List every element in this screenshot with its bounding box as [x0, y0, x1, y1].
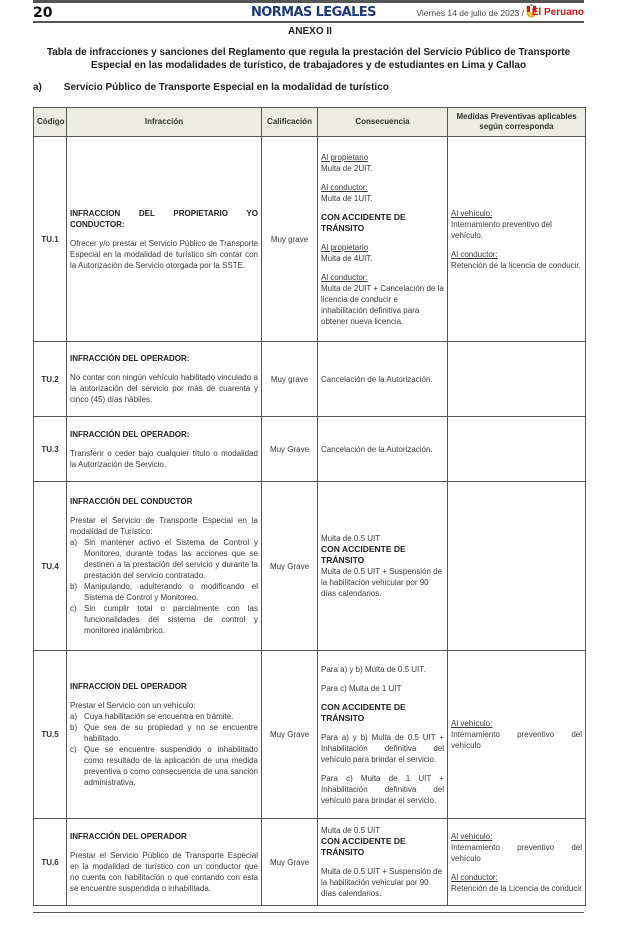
row-infraction	[67, 819, 262, 906]
column-header-rating: Calificación	[262, 108, 318, 137]
row-preventive-measures	[448, 482, 586, 651]
consequence-text: Cancelación de la Autorización.	[321, 444, 433, 454]
vehicle-label: Al vehículo:	[451, 719, 493, 728]
accident-text: Multa de 0.5 UIT + Suspensión de la habilitación vehicular por 90 días calendarios.	[321, 867, 443, 898]
driver-measure: Retención de la licencia de conducir.	[451, 260, 581, 270]
vehicle-measure: Internamiento preventivo del vehículo	[451, 842, 582, 863]
footer-rule	[33, 912, 584, 913]
vehicle-measure: Internamiento preventivo del vehículo.	[451, 219, 552, 240]
table-row	[34, 137, 586, 342]
infraction-text: Ofrecer y/o prestar el Servicio Público de Transporte Especial en la modalidad de turístico sin contar con la Autorización de Servicio otorgada por la SSTE.	[70, 238, 258, 270]
fine-text: Multa de 0.5 UIT	[321, 534, 381, 543]
infractions-table	[33, 107, 586, 906]
table-row	[34, 342, 586, 417]
infraction-item	[70, 537, 258, 581]
item-text: Que se encuentre suspendido o inhabilitado como resultado de la aplicación de una medida preventiva o como consecuencia de una sanción administrativa.	[84, 745, 258, 787]
row-code: TU.1	[34, 137, 67, 342]
row-infraction	[67, 417, 262, 482]
row-code: TU.5	[34, 651, 67, 819]
table-row	[34, 417, 586, 482]
item-text: Manipulando, adulterando o modificando el Sistema de Control y Monitoreo.	[84, 582, 258, 602]
row-rating: Muy grave	[262, 137, 318, 342]
infraction-items	[70, 711, 258, 788]
page-number: 20	[33, 5, 53, 21]
row-rating: Muy Grave	[262, 651, 318, 819]
consequence-text: Cancelación de la Autorización.	[321, 374, 433, 384]
accident-owner-fine: Multa de 4UIT.	[321, 253, 373, 263]
accident-label: CON ACCIDENTE DE TRÁNSITO	[321, 701, 406, 723]
driver-measure: Retención de la Licencia de conducir	[451, 883, 582, 893]
accident-owner-label: Al propietario	[321, 242, 369, 252]
item-text: Que sea de su propiedad y no se encuentre habilitado.	[84, 723, 258, 743]
row-infraction	[67, 137, 262, 342]
publication-date: Viernes 14 de julio de 2023 /	[416, 8, 524, 18]
masthead	[33, 4, 584, 22]
accident-c-text: Para c) Multa de 1 UIT + Inhabilitación definitiva del vehículo para brindar el servicio.	[321, 773, 444, 805]
item-text: Sin cumplir total o parcialmente con las funcionalidades del sistema de control y monitoreo inalámbrico.	[84, 604, 258, 635]
accident-label: CON ACCIDENTE DE TRÁNSITO	[321, 211, 406, 233]
fine-text: Multa de 0.5 UIT	[321, 826, 381, 835]
row-infraction	[67, 482, 262, 651]
row-infraction	[67, 651, 262, 819]
driver-label: Al conductor:	[451, 872, 498, 882]
infraction-heading: INFRACCION DEL OPERADOR	[70, 682, 187, 691]
row-rating: Muy Grave	[262, 417, 318, 482]
infraction-heading: INFRACCIÓN DEL OPERADOR:	[70, 354, 190, 363]
row-consequence	[318, 482, 448, 651]
accident-text: Multa de 0.5 UIT + Suspensión de la habilitación vehicular por 90 días calendarios.	[321, 567, 443, 598]
infraction-items	[70, 537, 258, 636]
accident-ab-text: Para a) y b) Multa de 0.5 UIT + Inhabilitación definitiva del vehículo para brindar el servicio.	[321, 732, 444, 764]
row-code: TU.4	[34, 482, 67, 651]
item-marker: b)	[70, 582, 78, 591]
item-text: Sin mantener activo el Sistema de Control y Monitoreo, durante todas las acciones que se destinen a la prestación del servicio y durante la prestación del servicio contratado.	[84, 538, 258, 580]
column-header-code: Código	[34, 108, 67, 137]
row-consequence	[318, 137, 448, 342]
accident-driver-fine: Multa de 2UIT + Cancelación de la licencia de conducir e inhabilitación definitiva para obtener nueva licencia.	[321, 283, 444, 326]
infraction-item	[70, 581, 258, 603]
infraction-heading: INFRACCION DEL PROPIETARIO YO CONDUCTOR:	[70, 208, 258, 229]
masthead-rule	[33, 21, 584, 23]
row-preventive-measures	[448, 342, 586, 417]
row-consequence	[318, 819, 448, 906]
item-marker: a)	[70, 538, 78, 547]
vehicle-label: Al vehículo:	[451, 831, 493, 841]
column-header-infraction: Infracción	[67, 108, 262, 137]
row-code: TU.6	[34, 819, 67, 906]
item-marker: b)	[70, 723, 78, 732]
row-preventive-measures	[448, 417, 586, 482]
row-rating: Muy Grave	[262, 482, 318, 651]
publication-name: NORMAS LEGALES	[251, 5, 376, 20]
row-rating: Muy Grave	[262, 819, 318, 906]
item-marker: a)	[70, 712, 78, 721]
row-preventive-measures	[448, 651, 586, 819]
row-preventive-measures	[448, 819, 586, 906]
column-header-preventive-measures: Medidas Preventivas aplicables según corresponda	[448, 108, 586, 137]
infraction-text: Transferir o ceder bajo cualquier título o modalidad la Autorización de Servicio.	[70, 448, 258, 469]
infraction-item	[70, 711, 258, 722]
table-row	[34, 651, 586, 819]
infraction-heading: INFRACCIÓN DEL CONDUCTOR	[70, 497, 193, 506]
infraction-text: Prestar el Servicio Público de Transporte Especial en la modalidad de turístico con un conductor que no cuenta con habilitación o que contando con esta se encuentre suspendida o inhabilitada.	[70, 850, 258, 893]
driver-label: Al conductor:	[321, 182, 368, 192]
driver-label: Al conductor:	[451, 249, 498, 259]
vehicle-label: Al vehículo:	[451, 208, 493, 218]
row-infraction	[67, 342, 262, 417]
table-row	[34, 819, 586, 906]
row-consequence	[318, 417, 448, 482]
section-heading	[33, 82, 389, 93]
ab-fine: Para a) y b) Multa de 0.5 UIT.	[321, 664, 426, 674]
section-title: Servicio Público de Transporte Especial en la modalidad de turístico	[63, 82, 389, 93]
annex-title: ANEXO II	[288, 26, 332, 37]
driver-fine: Multa de 1UIT.	[321, 193, 373, 203]
infraction-heading: INFRACCIÓN DEL OPERADOR	[70, 831, 187, 841]
infraction-item	[70, 603, 258, 636]
infraction-item	[70, 722, 258, 744]
infraction-text: Prestar el Servicio con un vehículo:	[70, 701, 196, 710]
row-consequence	[318, 651, 448, 819]
c-fine: Para c) Multa de 1 UIT	[321, 683, 402, 693]
document-title: Tabla de infracciones y sanciones del Reglamento que regula la prestación del Servicio Público de Transporte Especial en las modalidades de turístico, de trabajadores y de estudiantes en Lima y Callao	[46, 47, 571, 71]
top-rule	[33, 0, 584, 3]
owner-label: Al propietario	[321, 152, 369, 162]
accident-driver-label: Al conductor:	[321, 272, 368, 282]
section-label: a)	[33, 82, 42, 93]
infraction-item	[70, 744, 258, 788]
item-marker: c)	[70, 745, 77, 754]
owner-fine: Multa de 2UIT.	[321, 163, 373, 173]
row-code: TU.3	[34, 417, 67, 482]
accident-label: CON ACCIDENTE DE TRÁNSITO	[321, 544, 406, 565]
row-code: TU.2	[34, 342, 67, 417]
vehicle-measure: Internamiento preventivo del vehículo	[451, 730, 582, 750]
item-marker: c)	[70, 604, 77, 613]
row-consequence	[318, 342, 448, 417]
infraction-heading: INFRACCIÓN DEL OPERADOR:	[70, 429, 190, 439]
row-rating: Muy grave	[262, 342, 318, 417]
accident-label: CON ACCIDENTE DE TRÁNSITO	[321, 836, 406, 857]
table-header-row	[34, 108, 586, 137]
brand-name: El Peruano	[531, 7, 584, 18]
row-preventive-measures	[448, 137, 586, 342]
table-row	[34, 482, 586, 651]
item-text: Cuya habilitación se encuentra en trámite.	[84, 712, 234, 721]
infraction-text: No contar con ningún vehículo habilitado vinculado a la autorización del servicio por más de cuarenta y cinco (45) días hábiles.	[70, 373, 258, 404]
column-header-consequence: Consecuencia	[318, 108, 448, 137]
infraction-text: Prestar el Servicio de Transporte Especial en la modalidad de Turístico:	[70, 516, 258, 536]
